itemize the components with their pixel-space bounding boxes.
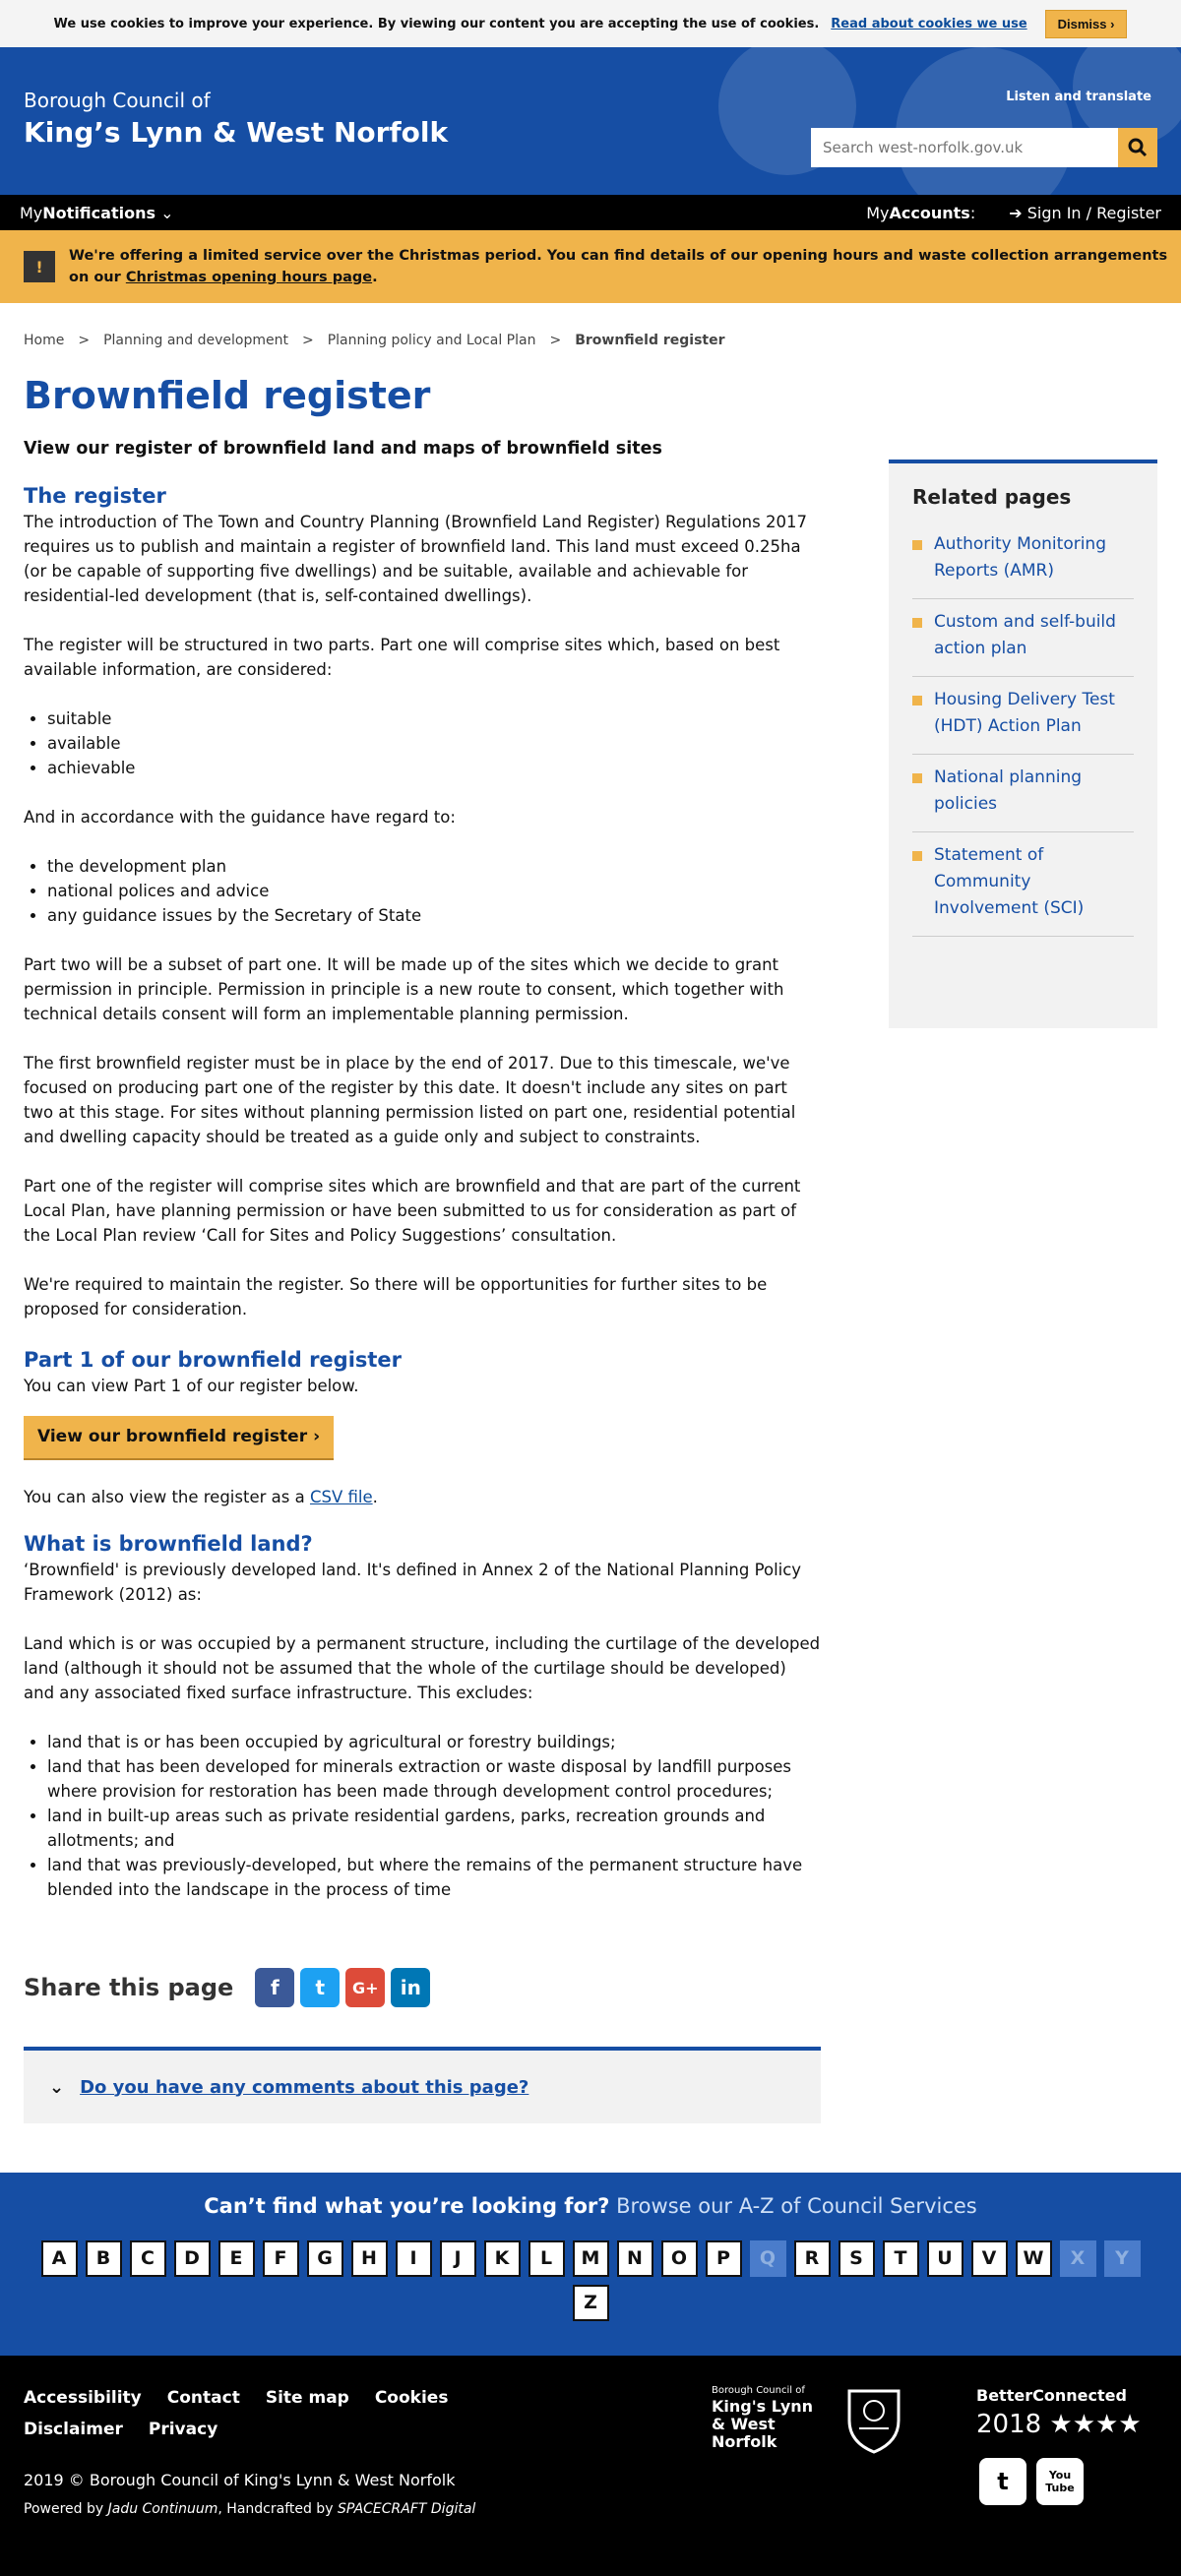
para-part-two: Part two will be a subset of part one. It will be made up of the sites which we decide to grant permission in principle. Permission in principle is a new route to consent, which together with technical details consent will form an implementable planning permission. [24,955,784,1023]
list-item: • land that has been developed for minerals extraction or waste disposal by landfill purposes where provision for restoration has been made through development control procedures; [47,1754,821,1804]
az-letter-h[interactable]: H [351,2240,388,2277]
heading-what: What is brownfield land? [24,1532,313,1556]
powered-by: Powered by Jadu Continuum, Handcrafted by SPACECRAFT Digital [24,2501,476,2517]
related-pages [889,460,1157,1028]
az-letter-grid [20,2240,1161,2321]
para-land: Land which is or was occupied by a permanent structure, including the curtilage of the developed land (although it should not be assumed that the whole of the curtilage should be developed) and any associated fixed surface infrastructure. This excludes: [24,1634,821,1702]
my-notifications-menu[interactable]: MyNotifications ⌄ [20,203,174,222]
az-letter-u[interactable]: U [927,2240,963,2277]
chevron-right-icon: › [313,1427,321,1446]
footer-link-cookies[interactable]: Cookies [374,2388,449,2408]
bullet-square-icon [912,540,922,550]
breadcrumb-home[interactable]: Home [24,333,65,348]
search-icon [1128,138,1148,157]
list-item: • available [47,731,821,756]
az-letter-q: Q [750,2240,786,2277]
az-letter-m[interactable]: M [573,2240,609,2277]
footer-council-logo[interactable]: Borough Council of King's Lynn & West Norfolk [712,2381,906,2454]
para-csv: You can also view the register as a CSV file. [24,1488,378,1506]
sign-in-link[interactable]: ➔ Sign In / Register [1009,203,1161,222]
list-item: • the development plan [47,854,821,879]
az-title: Can’t find what you’re looking for? Browse our A-Z of Council Services [204,2194,977,2218]
heading-part1: Part 1 of our brownfield register [24,1348,403,1372]
bullet-square-icon [912,618,922,628]
list-item: • national polices and advice [47,879,821,903]
az-letter-e[interactable]: E [218,2240,255,2277]
cookie-banner [0,0,1181,47]
heraldic-lion-decoration [669,47,1181,195]
google-plus-icon[interactable]: G+ [345,1968,385,2007]
site-header [0,47,1181,195]
list-item: • suitable [47,706,821,731]
list-item: • achievable [47,756,821,780]
dismiss-button[interactable]: Dismiss › [1045,10,1128,38]
sign-in-icon: ➔ [1009,203,1023,222]
exclusions-list [47,1730,821,1902]
search-input[interactable] [811,128,1118,167]
footer-link-contact[interactable]: Contact [166,2388,240,2408]
az-letter-o[interactable]: O [661,2240,698,2277]
share-bar [24,1968,430,2007]
related-title: Related pages [912,485,1072,509]
my-accounts-label: MyAccounts: [866,203,976,222]
breadcrumb-current: Brownfield register [575,333,725,348]
feedback-panel[interactable] [24,2047,821,2123]
linkedin-icon[interactable]: in [391,1968,430,2007]
breadcrumb: Home > Planning and development > Planning policy and Local Plan > Brownfield register [24,329,725,353]
az-letter-p[interactable]: P [706,2240,742,2277]
chevron-down-icon: ⌄ [160,203,174,222]
az-letter-b[interactable]: B [86,2240,122,2277]
az-letter-i[interactable]: I [396,2240,432,2277]
az-letter-f[interactable]: F [263,2240,299,2277]
az-letter-j[interactable]: J [440,2240,476,2277]
az-letter-z[interactable]: Z [573,2285,609,2321]
cookie-text: We use cookies to improve your experience. By viewing our content you are accepting the use of cookies. [53,16,820,31]
az-letter-y: Y [1104,2240,1141,2277]
account-nav [0,195,1181,230]
bullet-square-icon [912,851,922,861]
warning-icon: ! [24,251,55,282]
guidance-list [47,854,821,928]
cookie-link[interactable]: Read about cookies we use [831,16,1027,31]
related-item-sci[interactable]: Statement of Community Involvement (SCI) [912,832,1134,937]
site-footer [0,2356,1181,2576]
az-letter-w[interactable]: W [1016,2240,1052,2277]
csv-file-link[interactable]: CSV file [309,1488,373,1506]
para-view: You can view Part 1 of our register below. [24,1377,359,1395]
az-letter-l[interactable]: L [528,2240,565,2277]
youtube-icon[interactable]: You Tube [1036,2458,1084,2505]
para-structure: The register will be structured in two parts. Part one will comprise sites which, based on best available information, are considered: [24,636,780,679]
footer-link-accessibility[interactable]: Accessibility [24,2388,142,2408]
list-item: • any guidance issues by the Secretary of State [47,903,821,928]
related-item-self-build[interactable]: Custom and self-build action plan [912,599,1134,677]
az-letter-r[interactable]: R [794,2240,831,2277]
az-letter-v[interactable]: V [971,2240,1008,2277]
breadcrumb-planning[interactable]: Planning and development [103,333,288,348]
az-letter-g[interactable]: G [307,2240,343,2277]
facebook-icon[interactable]: f [255,1968,294,2007]
footer-links [24,2385,555,2442]
bullet-square-icon [912,773,922,783]
az-letter-t[interactable]: T [883,2240,919,2277]
az-letter-c[interactable]: C [130,2240,166,2277]
related-item-national[interactable]: National planning policies [912,755,1134,832]
footer-social [979,2458,1084,2505]
coat-of-arms-icon [841,2381,906,2454]
footer-link-sitemap[interactable]: Site map [265,2388,349,2408]
list-item: • land that was previously-developed, but where the remains of the permanent structure have blended into the landscape in the process of time [47,1853,821,1902]
twitter-icon[interactable]: t [979,2458,1026,2505]
az-index [0,2173,1181,2356]
para-guidance: And in accordance with the guidance have regard to: [24,808,456,827]
footer-link-privacy[interactable]: Privacy [148,2420,218,2439]
copyright: 2019 © Borough Council of King's Lynn & West Norfolk [24,2471,456,2489]
para-intro: The introduction of The Town and Country Planning (Brownfield Land Register) Regulations 2017 requires us to publish and maintain a register of brownfield land. This land must exceed 0.25ha (or be capable of supporting five dwellings) and be suitable, available and achievable for residential-led development (that is, self-contained dwellings). [24,513,807,605]
heading-register: The register [24,484,166,508]
related-item-hdt[interactable]: Housing Delivery Test (HDT) Action Plan [912,677,1134,755]
chevron-down-icon: ⌄ [49,2076,65,2098]
christmas-hours-link[interactable]: Christmas opening hours page [125,270,373,285]
az-letter-d[interactable]: D [174,2240,211,2277]
criteria-list [47,706,821,780]
main-content [24,482,821,1927]
feedback-link[interactable]: Do you have any comments about this page? [80,2076,529,2098]
page-lead: View our register of brownfield land and maps of brownfield sites [24,439,662,459]
para-timescale: The first brownfield register must be in place by the end of 2017. Due to this timescale, we've focused on producing part one of the register by this date. It doesn't include any sites on part two at this stage. For sites without planning permission listed on part one, residential potential and dwelling capacity should be treated as a guide only and subject to constraints. [24,1054,796,1146]
list-item: • land in built-up areas such as private residential gardens, parks, recreation grounds and allotments; and [47,1804,821,1853]
logo-small-text[interactable]: Borough Council of [24,89,211,112]
az-letter-a[interactable]: A [41,2240,78,2277]
az-letter-x: X [1060,2240,1096,2277]
para-maintain: We're required to maintain the register. So there will be opportunities for further sites to be proposed for consideration. [24,1275,768,1319]
para-part-one: Part one of the register will comprise sites which are brownfield and that are part of the current Local Plan, have planning permission or have been submitted to us for consideration as part of the Local Plan review ‘Call for Sites and Policy Suggestions’ consultation. [24,1177,801,1245]
footer-link-disclaimer[interactable]: Disclaimer [24,2420,123,2439]
share-title: Share this page [24,1973,234,2001]
service-alert [0,230,1181,303]
para-definition: ‘Brownfield' is previously developed land. It's defined in Annex 2 of the National Planning Policy Framework (2012) as: [24,1561,802,1604]
az-letter-k[interactable]: K [484,2240,521,2277]
twitter-icon[interactable]: t [300,1968,340,2007]
az-letter-s[interactable]: S [839,2240,875,2277]
logo-title[interactable]: King’s Lynn & West Norfolk [24,116,449,149]
related-item-amr[interactable]: Authority Monitoring Reports (AMR) [912,521,1134,599]
az-letter-n[interactable]: N [617,2240,653,2277]
page-title: Brownfield register [24,374,431,417]
view-register-button[interactable]: View our brownfield register › [24,1416,334,1460]
breadcrumb-policy[interactable]: Planning policy and Local Plan [327,333,536,348]
better-connected-badge: BetterConnected 2018 ★★★★ [976,2386,1142,2439]
list-item: • land that is or has been occupied by agricultural or forestry buildings; [47,1730,821,1754]
alert-text: We're offering a limited service over the Christmas period. You can find details of our opening hours and waste collection arrangements on our Christmas opening hours page. [69,248,1168,285]
listen-translate-link[interactable]: Listen and translate [1006,90,1151,104]
search-form [811,128,1157,167]
search-button[interactable] [1118,128,1157,167]
bullet-square-icon [912,696,922,705]
